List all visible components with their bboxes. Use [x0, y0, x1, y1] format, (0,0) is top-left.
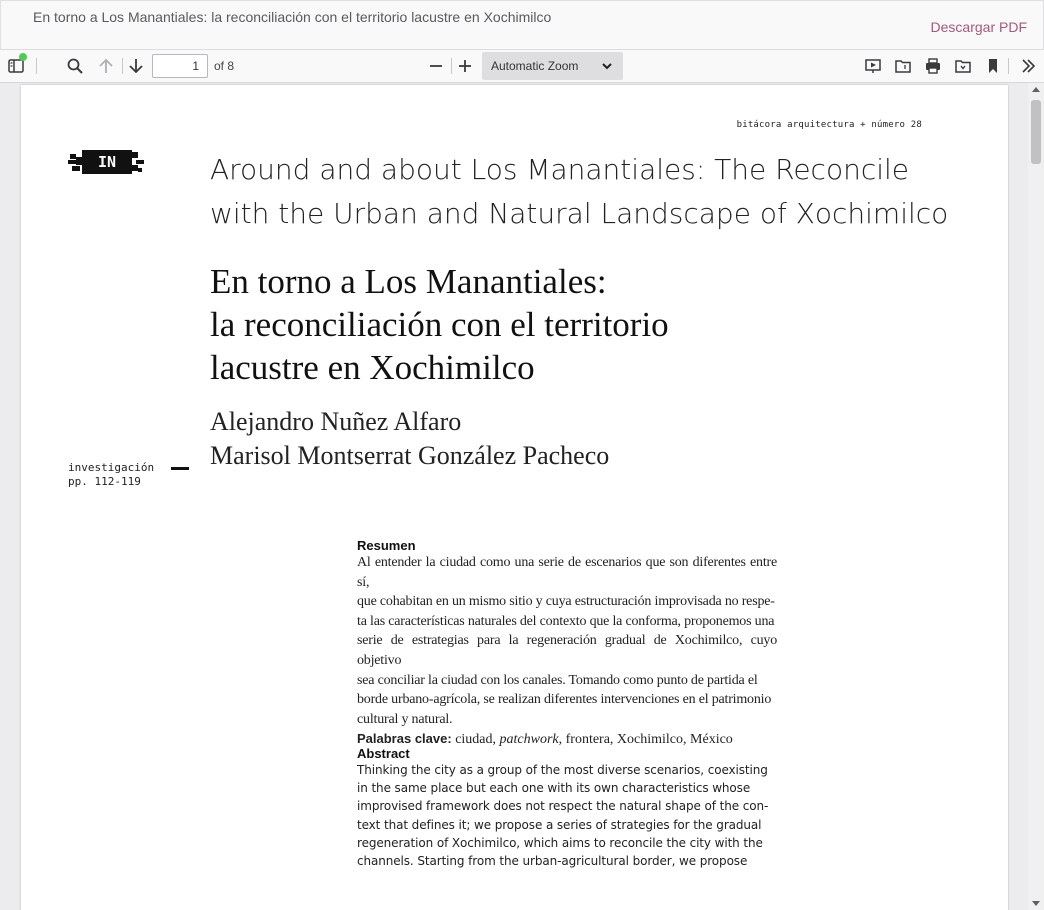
resumen-line: Al entender la ciudad como una serie de escenarios que son diferentes entre sí,: [357, 555, 777, 590]
arrow-down-icon: [127, 57, 145, 75]
pdf-page: [21, 85, 1008, 910]
abstract-line: regeneration of Xochimilco, which aims to reconcile the city with the: [357, 835, 763, 850]
arrow-up-icon: [97, 57, 115, 75]
download-icon: [954, 57, 972, 75]
abstract-line: channels. Starting from the urban-agricultural border, we propose: [357, 854, 748, 869]
badge-pixel: [72, 166, 80, 171]
english-title-line: Around and about Los Manantiales: The Reconcile: [210, 153, 910, 186]
presentation-mode-button[interactable]: [860, 54, 886, 78]
abstract-line: text that defines it; we propose a series of strategies for the gradual: [357, 817, 762, 832]
badge-label: IN: [82, 150, 132, 174]
resumen-heading: Resumen: [357, 538, 416, 553]
abstract-body: [357, 761, 777, 870]
sidebar-notification-dot: [19, 53, 27, 61]
section-divider: [171, 467, 189, 470]
resumen-line: que cohabitan en un mismo sitio y cuya estructuración improvisada no respe-: [357, 594, 775, 610]
download-button[interactable]: [950, 54, 976, 78]
resumen-line: cultural y natural.: [357, 711, 453, 727]
section-badge: [68, 148, 146, 176]
print-button[interactable]: [920, 54, 946, 78]
spanish-title-line: lacustre en Xochimilco: [210, 348, 535, 387]
keywords-label: Palabras clave:: [357, 731, 452, 747]
document-header: [0, 0, 1044, 50]
english-title-line: with the Urban and Natural Landscape of Xochimilco: [210, 197, 949, 230]
page-number-input[interactable]: [152, 54, 208, 78]
keywords-italic: patchwork: [499, 732, 559, 748]
spanish-title-line: En torno a Los Manantiales:: [210, 262, 607, 301]
download-pdf-link[interactable]: Descargar PDF: [930, 19, 1027, 35]
double-chevron-right-icon: [1019, 57, 1037, 75]
abstract-line: Thinking the city as a group of the most diverse scenarios, coexisting: [357, 763, 768, 777]
resumen-line: ta las características naturales del contexto que la conforma, proponemos una: [357, 613, 775, 629]
bookmark-button[interactable]: [980, 54, 1006, 78]
badge-pixel: [132, 152, 138, 158]
toolbar-divider: [36, 58, 37, 74]
abstract-heading: Abstract: [357, 746, 410, 761]
spanish-title: [210, 260, 850, 389]
open-file-icon: [894, 57, 912, 75]
presentation-icon: [864, 57, 882, 75]
resumen-line: borde urbano-agrícola, se realizan diferentes intervenciones en el patrimonio: [357, 692, 772, 708]
toolbar-divider: [1008, 58, 1009, 74]
english-title: [210, 148, 950, 236]
badge-pixel: [136, 160, 144, 164]
abstract-line: in the same place but each one with its own characteristics whose: [357, 781, 751, 796]
resumen-section: [357, 538, 777, 750]
bookmark-icon: [984, 57, 1002, 75]
find-button[interactable]: [62, 54, 88, 78]
section-tag: [68, 461, 154, 489]
spanish-title-line: la reconciliación con el territorio: [210, 305, 669, 344]
zoom-select-value: Automatic Zoom: [491, 59, 579, 73]
zoom-select[interactable]: [482, 52, 623, 80]
scroll-up-icon[interactable]: [1032, 87, 1040, 92]
badge-pixel: [68, 160, 76, 164]
page-range: pp. 112-119: [68, 475, 141, 488]
resumen-body: [357, 553, 777, 729]
next-page-button[interactable]: [123, 54, 149, 78]
scroll-down-icon[interactable]: [1032, 901, 1040, 906]
scrollbar-thumb[interactable]: [1031, 100, 1041, 164]
document-title: En torno a Los Manantiales: la reconciliación con el territorio lacustre en Xochimilco: [33, 9, 552, 25]
open-file-button[interactable]: [890, 54, 916, 78]
zoom-in-button[interactable]: [452, 54, 478, 78]
print-icon: [924, 57, 942, 75]
plus-icon: [456, 57, 474, 75]
badge-pixel: [138, 168, 142, 172]
author-name: Alejandro Nuñez Alfaro: [210, 407, 462, 436]
search-icon: [66, 57, 84, 75]
author-name: Marisol Montserrat González Pacheco: [210, 441, 610, 470]
minus-icon: [427, 57, 445, 75]
chevron-down-icon: [601, 60, 613, 72]
pdf-toolbar: [0, 50, 1044, 83]
abstract-section: [357, 746, 777, 870]
keywords-text: ciudad,: [451, 732, 500, 748]
tools-menu-button[interactable]: [1015, 54, 1041, 78]
page-count: of 8: [214, 59, 235, 73]
abstract-line: improvised framework does not respect the natural shape of the con-: [357, 799, 769, 814]
author-list: [210, 405, 609, 473]
previous-page-button[interactable]: [93, 54, 119, 78]
resumen-line: sea conciliar la ciudad con los canales. Tomando como punto de partida el: [357, 672, 758, 688]
journal-issue: bitácora arquitectura + número 28: [736, 120, 922, 130]
pdf-viewer[interactable]: [0, 83, 1044, 910]
zoom-out-button[interactable]: [423, 54, 449, 78]
section-label: investigación: [68, 461, 155, 474]
resumen-line: serie de estrategias para la regeneración gradual de Xochimilco, cuyo objetivo: [357, 633, 777, 668]
vertical-scrollbar[interactable]: [1028, 83, 1044, 910]
keywords-text: , frontera, Xochimilco, México: [558, 732, 733, 748]
